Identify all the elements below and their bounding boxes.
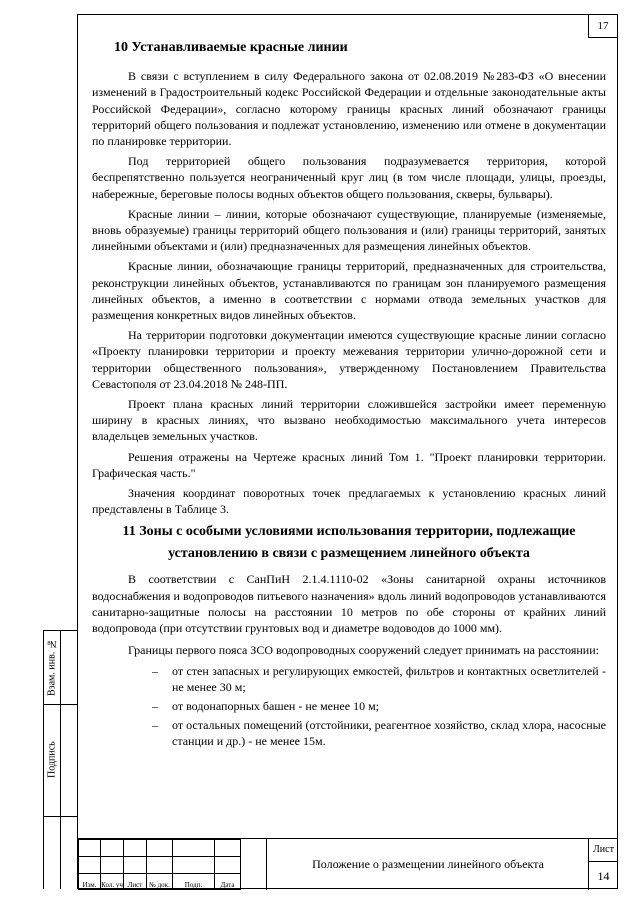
list-marker: –: [152, 698, 158, 713]
paragraph: Решения отражены на Чертеже красных линий Том 1. "Проект планировки территории. Графическая часть.": [92, 449, 606, 480]
paragraph: Под территорией общего пользования подразумевается территория, которой беспрепятственно пользуется неограниченный круг лиц (в том числе площади, улицы, проезды, набережные, береговые полосы водных объектов общего пользования, скверы, бульвары).: [92, 154, 606, 201]
paragraph: В соответствии с СанПиН 2.1.4.1110-02 «Зоны санитарной охраны источников водоснабжения и водопроводов питьевого назначения» вдоль линий водопроводов устанавливаются санитарно-защитные полосы на расстоянии 10 метров по обе стороны от крайних линий водопровода (при отсутствии грунтовых вод и диаметре водоводов до 1000 мм).: [92, 572, 606, 636]
list-item: – от остальных помещений (отстойники, реагентное хозяйство, склад хлора, насосные станции и др.) - не менее 15м.: [152, 718, 606, 749]
document-body: [92, 40, 606, 753]
sheet-label: Лист: [589, 839, 618, 862]
sheet-cell: [588, 839, 618, 890]
paragraph: Значения координат поворотных точек предлагаемых к установлению красных линий представлены в Таблице 3.: [92, 486, 606, 517]
page-number-top: 17: [588, 15, 617, 38]
list-marker: –: [152, 663, 158, 678]
paragraph: В связи с вступлением в силу Федерального закона от 02.08.2019 №283-ФЗ «О внесении изменений в Градостроительный кодекс Российской Федерации и отдельные законодательные акты Российской Федерации», согласно которому границы красных линий обозначают границы территорий общего пользования и подлежат установлению, изменению или отмене в документации по планировке территории.: [92, 69, 606, 149]
section11-heading: 11 Зоны с особыми условиями использования территории, подлежащие установлению в связи с размещением линейного объекта: [122, 524, 576, 562]
side-stamp: [43, 630, 77, 889]
section10-heading: 10 Устанавливаемые красные линии: [114, 40, 348, 55]
col-sign: Подп.: [173, 874, 215, 890]
side-inv-label: Взам. инв. №: [46, 638, 58, 696]
revision-table: [78, 839, 241, 890]
paragraph: На территории подготовки документации имеются существующие красные линии согласно «Проекту планировки территории и проекту межевания территории улично-дорожной сети и территории общественного пользования», утвержденному Постановлением Правительства Севастополя от 23.04.2018 № 248-ПП.: [92, 328, 606, 391]
col-izm: Изм.: [79, 874, 101, 890]
col-doc: № док.: [147, 874, 173, 890]
paragraph: Границы первого пояса ЗСО водопроводных сооружений следует принимать на расстоянии:: [128, 643, 599, 658]
paragraph: Красные линии, обозначающие границы территорий, предназначенных для строительства, реконструкции линейных объектов, устанавливаются по границам зон планируемого размещения линейных объектов, а именно в соответствии с нормами отвода земельных участков для размещения конкретных видов линейных объектов.: [92, 259, 606, 323]
title-block: [78, 838, 618, 890]
distance-list: [92, 663, 606, 750]
list-item: – от водонапорных башен - не менее 10 м;: [152, 698, 380, 713]
document-title: Положение о размещении линейного объекта: [266, 839, 589, 890]
list-marker: –: [152, 718, 158, 733]
side-sign-label: Подпись: [46, 741, 58, 779]
sheet-number: 14: [597, 869, 610, 883]
col-date: Дата: [215, 874, 241, 890]
col-kol: Кол. уч: [101, 874, 124, 890]
paragraph: Красные линии – линии, которые обозначают существующие, планируемые (изменяемые, вновь образуемые) границы территорий общего пользования и (или) границы территорий, занятых линейными объектами и (или) предназначенных для размещения линейных объектов.: [92, 206, 606, 254]
col-list: Лист: [124, 874, 147, 890]
list-item: – от стен запасных и регулирующих емкостей, фильтров и контактных осветлителей - не менее 30 м;: [152, 663, 606, 694]
paragraph: Проект плана красных линий территории сложившейся застройки имеет переменную ширину в красных линиях, что вызвано необходимостью максимального учета интересов владельцев земельных участков.: [92, 397, 606, 444]
